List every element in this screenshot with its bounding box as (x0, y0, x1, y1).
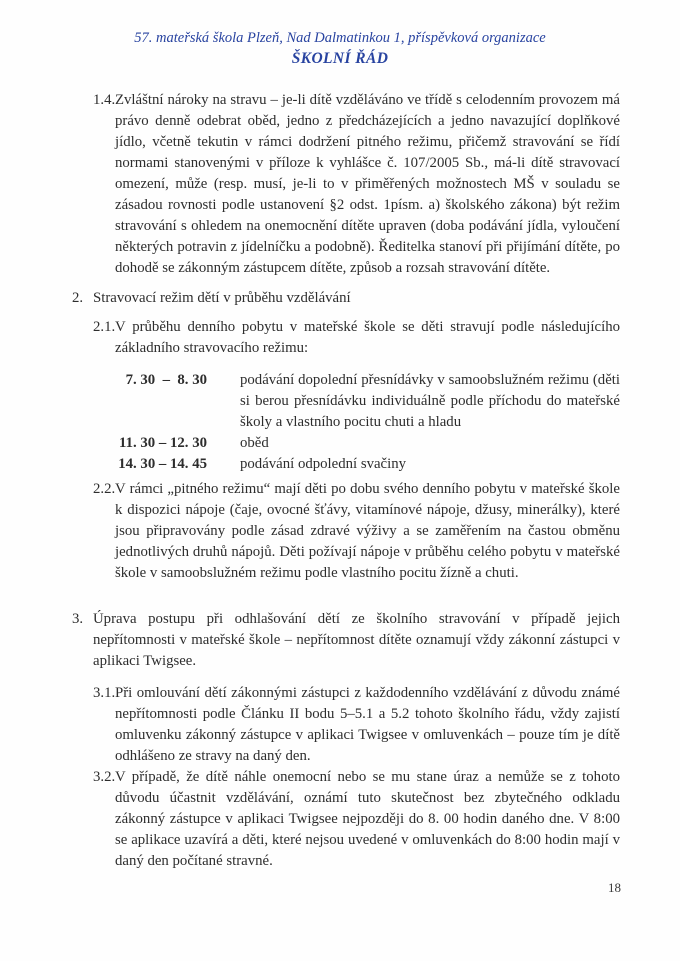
paragraph-3-1 (93, 683, 680, 767)
item-text: V rámci „pitného režimu“ mají děti po dobu svého denního pobytu v mateřské škole k dispozici nápoje (čaje, ovocné šťávy, vitamínové nápoje, džusy, minerálky), které jsou připravovány podle zásad zdravé výživy a se zaměřením na častou obměnu jednotlivých druhů nápojů. Děti požívají nápoje v průběhu celého pobytu v mateřské škole v samoobslužném režimu podle vlastního pocitu žízně a chuti. (115, 481, 620, 581)
meal-schedule (95, 370, 680, 475)
schedule-description: podávání dopolední přesnídávky v samoobslužném režimu (děti si berou přesnídávku individuálně podle příchodu do mateřské školy a vlastního pocitu chuti a hladu (240, 372, 620, 430)
paragraph-2-1 (93, 317, 680, 359)
item-number: 1.4. (93, 92, 116, 108)
item-number: 3.2. (93, 769, 116, 785)
schedule-time: 7. 30 – 8. 30 (125, 372, 207, 388)
item-text: Při omlouvání dětí zákonnými zástupci z každodenního vzdělávání z důvodu známé nepřítomnosti podle Článku II bodu 5–5.1 a 5.2 tohoto školního řádu, vždy zajistí omluvenku zákonný zástupce v aplikaci Twigsee v omluvenkách – pouze tím je dítě odhlášeno ze stravy na daný den. (115, 685, 620, 764)
section-3-heading (72, 609, 680, 672)
schedule-row (95, 433, 680, 454)
item-number: 2. (72, 290, 84, 306)
paragraph-3-2 (93, 767, 680, 872)
schedule-row (95, 454, 680, 475)
item-text: Zvláštní nároky na stravu – je-li dítě vzděláváno ve třídě s celodenním provozem má právo denně odebrat oběd, jedno z předcházejících a jedno navazující doplňkové jídlo, včetně tekutin v rámci dodržení pitného režimu, přičemž stravování se řídí normami stanovenými v příloze k vyhlášce č. 107/2005 Sb., má-li dítě stravovací omezení, může (resp. musí, je-li to v přiměřených možnostech MŠ v souladu se zásadou rovnosti podle ustanovení §2 odst. 1písm. a) školského zákona) být režim stravování s ohledem na onemocnění dítěte upraven (doba podávání jídla, vyloučení některých potravin z jídelníčku a podobně). Ředitelka stanoví při přijímání dítěte, po dohodě se zákonným zástupcem dítěte, způsob a rozsah stravování dítěte. (115, 92, 620, 276)
paragraph-2-2 (93, 479, 680, 584)
item-text: Úprava postupu při odhlašování dětí ze školního stravování v případě jejich nepřítomnosti v mateřské škole – nepřítomnost dítěte oznamují vždy zákonní zástupci v aplikaci Twigsee. (93, 611, 620, 669)
paragraph-1-4 (93, 90, 680, 279)
schedule-description: oběd (240, 435, 269, 451)
schedule-time: 11. 30 – 12. 30 (119, 435, 207, 451)
item-text: V průběhu denního pobytu v mateřské škole se děti stravují podle následujícího základního stravovacího režimu: (115, 319, 620, 356)
item-text: V případě, že dítě náhle onemocní nebo se mu stane úraz a nemůže se z tohoto důvodu účastnit vzdělávání, oznámí tuto skutečnost bez zbytečného odkladu zákonný zástupce v aplikaci Twigsee nejpozději do 8. 00 hodin daného dne. V 8:00 se aplikace uzavírá a děti, které nejsou uvedené v omluvenkách do 8:00 hodin mají v daný den počítané stravné. (115, 769, 620, 869)
item-number: 3. (72, 611, 84, 627)
schedule-description: podávání odpolední svačiny (240, 456, 407, 472)
section-2-heading (72, 288, 680, 309)
item-number: 3.1. (93, 685, 116, 701)
document-header (0, 0, 680, 69)
document-title: ŠKOLNÍ ŘÁD (291, 50, 389, 67)
item-number: 2.1. (93, 319, 116, 335)
item-text: Stravovací režim dětí v průběhu vzdělávání (93, 290, 351, 306)
school-name: 57. mateřská škola Plzeň, Nad Dalmatinkou 1, příspěvková organizace (134, 30, 546, 46)
schedule-time: 14. 30 – 14. 45 (118, 456, 207, 472)
item-number: 2.2. (93, 481, 116, 497)
schedule-row (95, 370, 680, 433)
page-number: 18 (608, 880, 621, 895)
